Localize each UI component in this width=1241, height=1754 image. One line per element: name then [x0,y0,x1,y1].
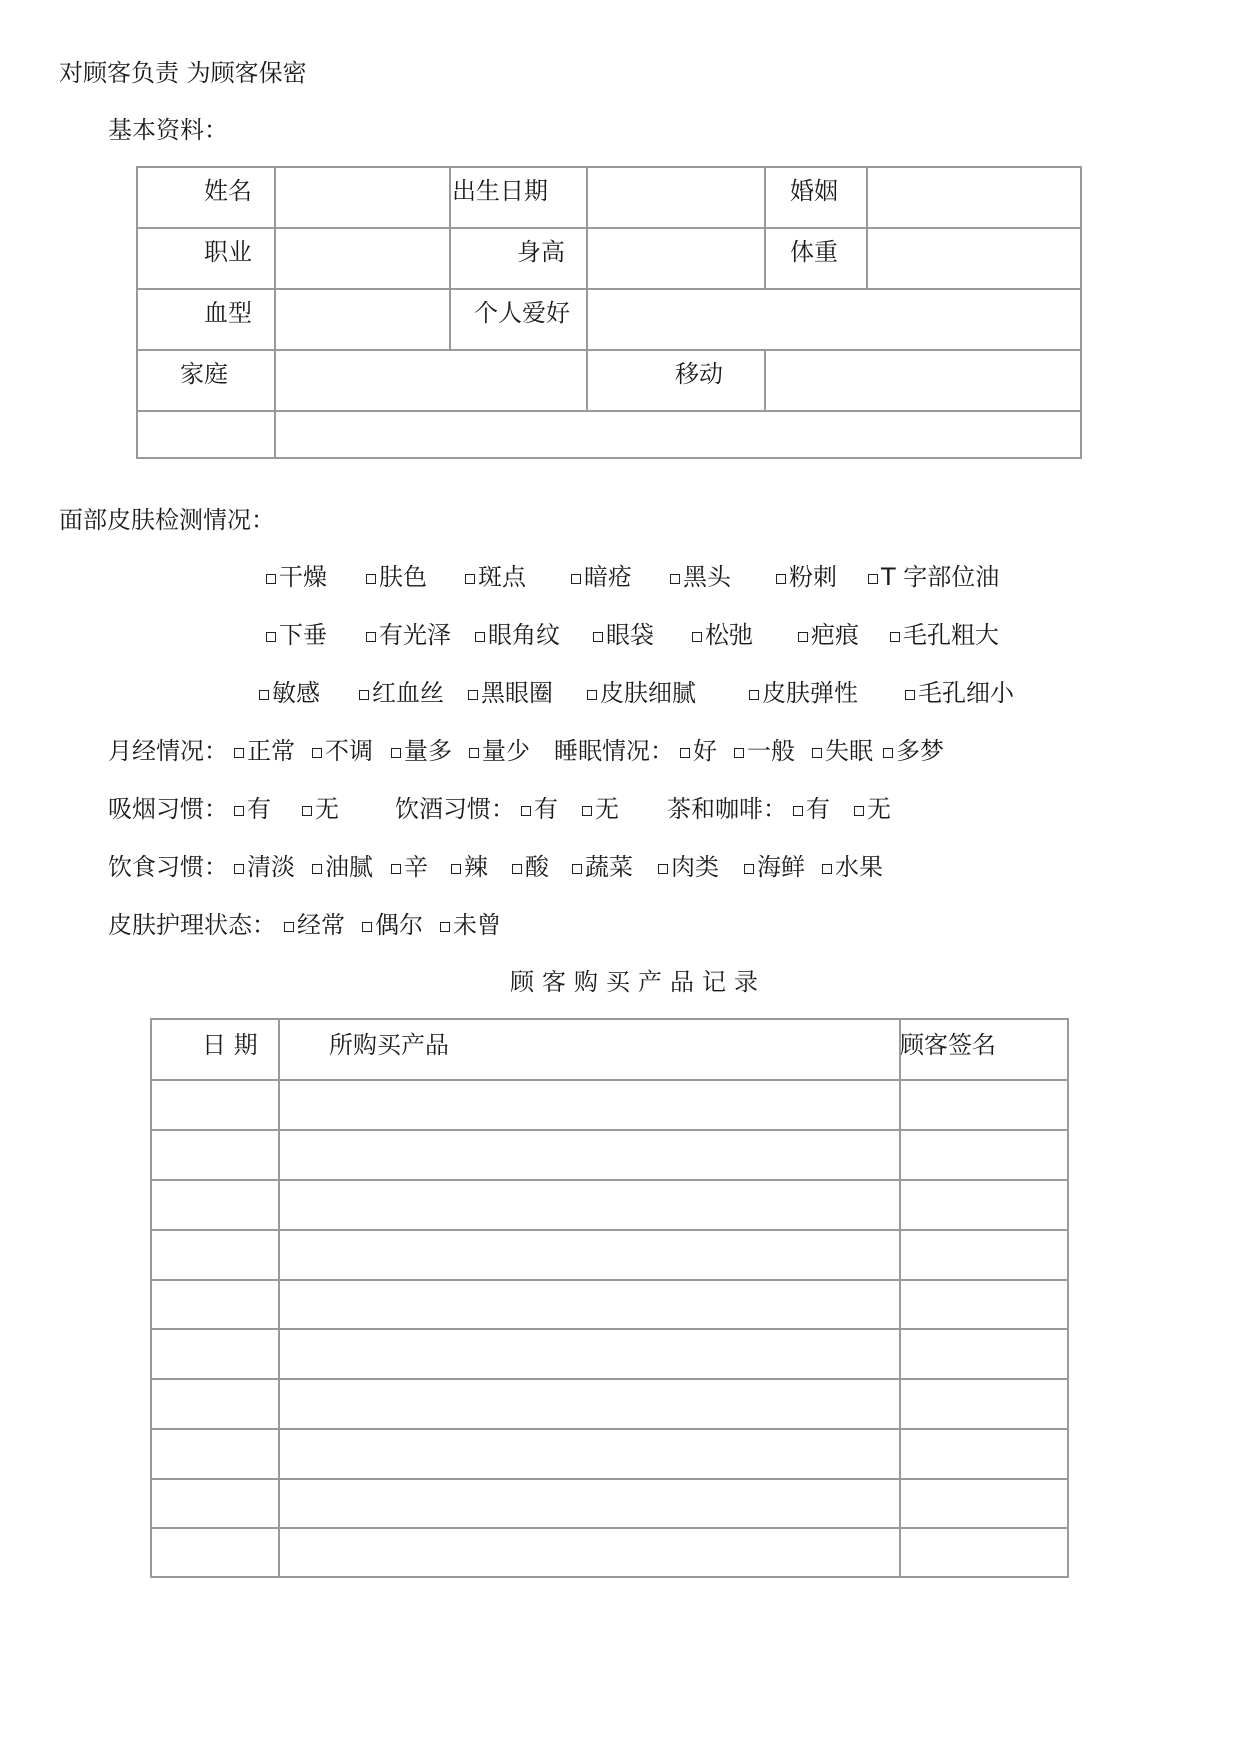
checkbox-icon[interactable] [582,806,592,816]
birth-date-field[interactable] [589,169,763,226]
checkbox-icon[interactable] [670,574,680,584]
diet-option[interactable]: 清淡 [234,852,295,882]
skin-option[interactable]: T 字部位油 [868,562,999,592]
signature-cell[interactable] [901,1131,1066,1177]
skin-option[interactable]: 疤痕 [798,620,859,650]
checkbox-icon[interactable] [234,806,244,816]
weight-field[interactable] [869,230,1079,287]
checkbox-icon[interactable] [468,690,478,700]
column-header-signature: 顾客签名 [900,1031,996,1059]
checkbox-icon[interactable] [793,806,803,816]
column-header-date: 日 期 [202,1031,258,1059]
signature-cell[interactable] [901,1529,1066,1575]
checkbox-icon[interactable] [465,574,475,584]
checkbox-icon[interactable] [692,632,702,642]
date-cell[interactable] [152,1181,277,1227]
hobby-field[interactable] [589,291,1079,348]
marriage-field[interactable] [869,169,1079,226]
mobile-phone-label: 移动 [675,360,723,388]
blood-type-label: 血型 [204,299,252,327]
diet-option[interactable]: 酸 [512,852,549,882]
purchase-record-title: 顾客购买产品记录 [510,968,766,996]
smoking-option[interactable]: 有 [234,794,271,824]
checkbox-icon[interactable] [359,690,369,700]
checkbox-icon[interactable] [744,864,754,874]
checkbox-icon[interactable] [391,748,401,758]
checkbox-icon[interactable] [521,806,531,816]
date-cell[interactable] [152,1330,277,1376]
signature-cell[interactable] [901,1430,1066,1476]
checkbox-icon[interactable] [658,864,668,874]
checkbox-icon[interactable] [391,864,401,874]
checkbox-icon[interactable] [266,632,276,642]
skin-option[interactable]: 毛孔细小 [905,678,1014,708]
skin-option[interactable]: 眼角纹 [475,620,560,650]
date-cell[interactable] [152,1131,277,1177]
skin-option[interactable]: 斑点 [465,562,526,592]
date-cell[interactable] [152,1281,277,1327]
checkbox-icon[interactable] [868,574,878,584]
skin-option[interactable]: 肤色 [366,562,427,592]
checkbox-icon[interactable] [798,632,808,642]
birth-date-label: 出生日期 [452,177,548,205]
skin-option[interactable]: 眼袋 [593,620,654,650]
skin-option[interactable]: 黑眼圈 [468,678,553,708]
skin-option[interactable]: 松弛 [692,620,753,650]
signature-cell[interactable] [901,1330,1066,1376]
product-cell[interactable] [280,1529,898,1575]
signature-cell[interactable] [901,1281,1066,1327]
checkbox-icon[interactable] [776,574,786,584]
drinking-label: 饮酒习惯： [395,795,515,823]
diet-option[interactable]: 蔬菜 [572,852,633,882]
product-cell[interactable] [280,1231,898,1277]
checkbox-icon[interactable] [890,632,900,642]
product-cell[interactable] [280,1330,898,1376]
skin-care-option[interactable]: 偶尔 [362,910,423,940]
drinking-option[interactable]: 无 [582,794,619,824]
checkbox-icon[interactable] [440,922,450,932]
home-phone-label: 家庭 [180,360,228,388]
checkbox-icon[interactable] [451,864,461,874]
weight-label: 体重 [790,238,838,266]
signature-cell[interactable] [901,1181,1066,1227]
skin-option[interactable]: 有光泽 [366,620,451,650]
checkbox-icon[interactable] [734,748,744,758]
checkbox-icon[interactable] [312,748,322,758]
checkbox-icon[interactable] [905,690,915,700]
signature-cell[interactable] [901,1231,1066,1277]
checkbox-icon[interactable] [234,864,244,874]
checkbox-icon[interactable] [302,806,312,816]
menstruation-option[interactable]: 量多 [391,736,452,766]
column-header-product: 所购买产品 [329,1031,449,1059]
sleep-label: 睡眠情况： [554,737,674,765]
checkbox-icon[interactable] [366,574,376,584]
name-field[interactable] [277,169,448,226]
menstruation-option[interactable]: 不调 [312,736,373,766]
date-cell[interactable] [152,1480,277,1526]
blood-type-field[interactable] [277,291,448,348]
sleep-option[interactable]: 多梦 [883,736,944,766]
skin-option[interactable]: 下垂 [266,620,327,650]
height-field[interactable] [589,230,763,287]
checkbox-icon[interactable] [259,690,269,700]
checkbox-icon[interactable] [571,574,581,584]
checkbox-icon[interactable] [312,864,322,874]
smoking-label: 吸烟习惯： [108,795,228,823]
diet-option[interactable]: 辛 [391,852,428,882]
menstruation-option[interactable]: 正常 [234,736,295,766]
checkbox-icon[interactable] [284,922,294,932]
skin-option[interactable]: 干燥 [266,562,327,592]
checkbox-icon[interactable] [593,632,603,642]
extra-field[interactable] [277,413,1079,456]
tea-coffee-option[interactable]: 无 [854,794,891,824]
mobile-phone-field[interactable] [767,352,1079,409]
checkbox-icon[interactable] [812,748,822,758]
job-label: 职业 [204,238,252,266]
date-cell[interactable] [152,1430,277,1476]
marriage-label: 婚姻 [790,177,838,205]
diet-option[interactable]: 水果 [822,852,883,882]
date-cell[interactable] [152,1081,277,1127]
checkbox-icon[interactable] [883,748,893,758]
checkbox-icon[interactable] [362,922,372,932]
diet-option[interactable]: 辣 [451,852,488,882]
skin-detection-title: 面部皮肤检测情况： [59,506,275,534]
product-cell[interactable] [280,1281,898,1327]
skin-care-option[interactable]: 未曾 [440,910,501,940]
skin-option[interactable]: 红血丝 [359,678,444,708]
product-cell[interactable] [280,1480,898,1526]
diet-label: 饮食习惯： [108,853,228,881]
product-cell[interactable] [280,1430,898,1476]
skin-option[interactable]: 皮肤细腻 [587,678,696,708]
checkbox-icon[interactable] [469,748,479,758]
name-label: 姓名 [204,177,252,205]
signature-cell[interactable] [901,1380,1066,1426]
checkbox-icon[interactable] [475,632,485,642]
basic-info-title: 基本资料： [108,116,228,144]
skin-option[interactable]: 黑头 [670,562,731,592]
skin-option[interactable]: 皮肤弹性 [749,678,858,708]
signature-cell[interactable] [901,1081,1066,1127]
diet-option[interactable]: 肉类 [658,852,719,882]
tea-coffee-option[interactable]: 有 [793,794,830,824]
date-cell[interactable] [152,1231,277,1277]
date-cell[interactable] [152,1380,277,1426]
skin-care-label: 皮肤护理状态： [108,911,276,939]
date-cell[interactable] [152,1529,277,1575]
product-cell[interactable] [280,1131,898,1177]
skin-option[interactable]: 毛孔粗大 [890,620,999,650]
tea-coffee-label: 茶和咖啡： [667,795,787,823]
checkbox-icon[interactable] [822,864,832,874]
checkbox-icon[interactable] [587,690,597,700]
checkbox-icon[interactable] [749,690,759,700]
menstruation-option[interactable]: 量少 [469,736,530,766]
skin-option[interactable]: 暗疮 [571,562,632,592]
height-label: 身高 [517,238,565,266]
smoking-option[interactable]: 无 [302,794,339,824]
sleep-option[interactable]: 一般 [734,736,795,766]
checkbox-icon[interactable] [234,748,244,758]
checkbox-icon[interactable] [366,632,376,642]
hobby-label: 个人爱好 [474,299,570,327]
job-field[interactable] [277,230,448,287]
checkbox-icon[interactable] [854,806,864,816]
diet-option[interactable]: 油腻 [312,852,373,882]
skin-option[interactable]: 敏感 [259,678,320,708]
checkbox-icon[interactable] [680,748,690,758]
diet-option[interactable]: 海鲜 [744,852,805,882]
skin-care-option[interactable]: 经常 [284,910,345,940]
checkbox-icon[interactable] [512,864,522,874]
sleep-option[interactable]: 好 [680,736,717,766]
slogan: 对顾客负责 为顾客保密 [59,59,307,87]
drinking-option[interactable]: 有 [521,794,558,824]
checkbox-icon[interactable] [266,574,276,584]
home-phone-field[interactable] [277,352,585,409]
skin-option[interactable]: 粉刺 [776,562,837,592]
product-cell[interactable] [280,1380,898,1426]
product-cell[interactable] [280,1181,898,1227]
product-cell[interactable] [280,1081,898,1127]
extra-label-field[interactable] [139,413,273,456]
signature-cell[interactable] [901,1480,1066,1526]
menstruation-label: 月经情况： [108,737,228,765]
sleep-option[interactable]: 失眠 [812,736,873,766]
checkbox-icon[interactable] [572,864,582,874]
